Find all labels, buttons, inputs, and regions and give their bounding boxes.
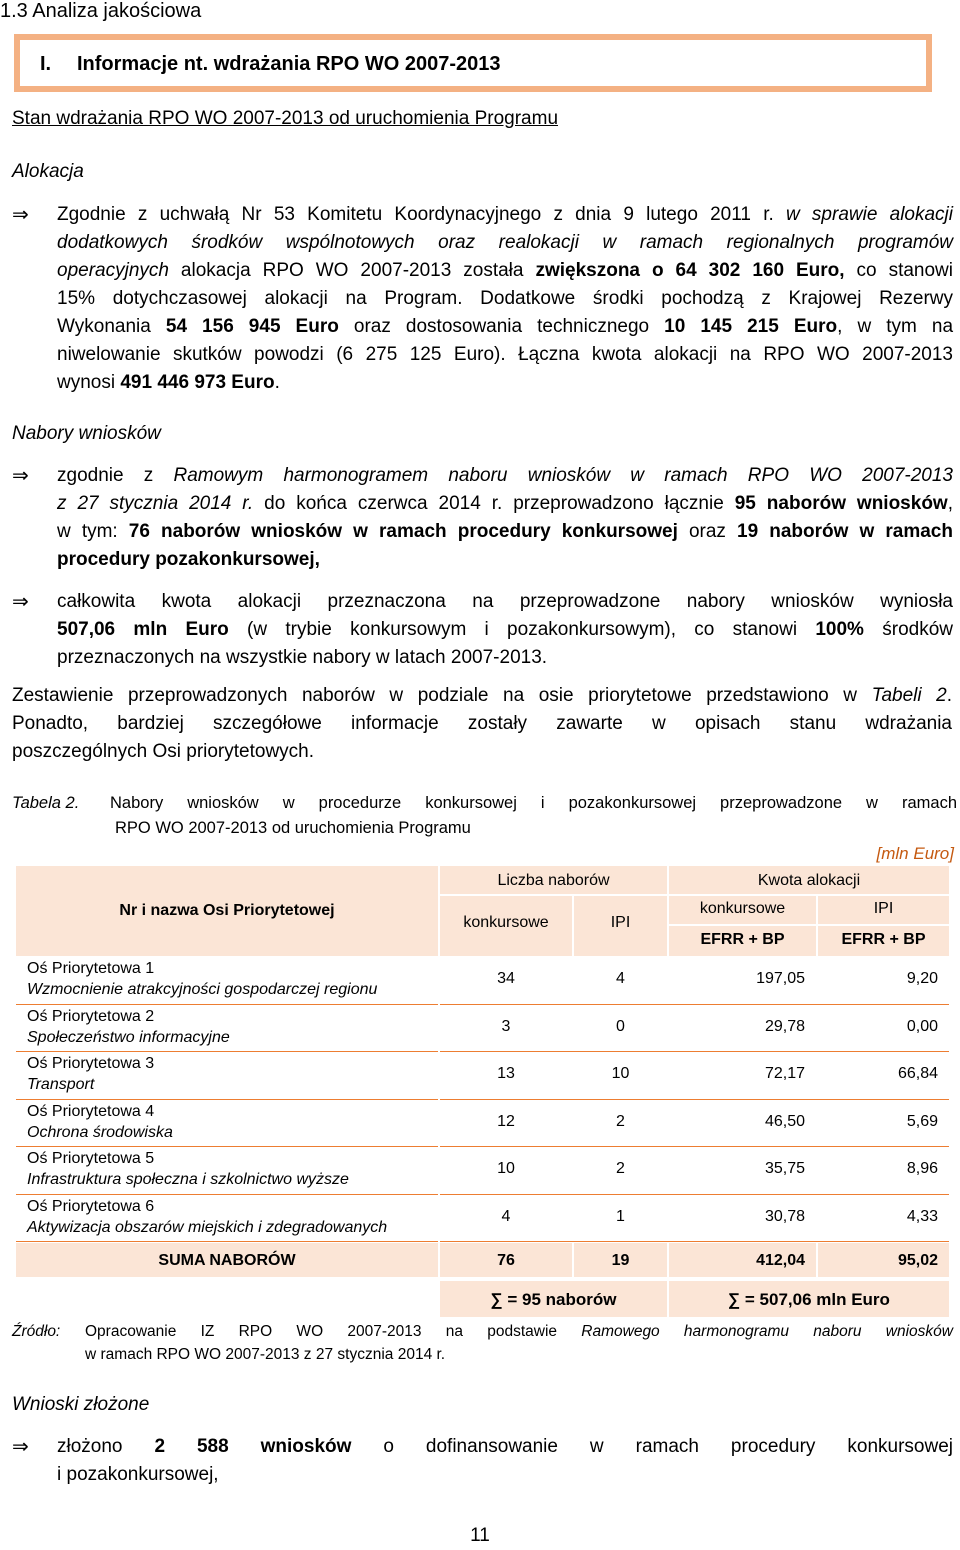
wnioski-heading: Wnioski złożone	[12, 1394, 150, 1415]
count-ipi: 1	[616, 1208, 625, 1225]
sum-konk: 76	[497, 1252, 515, 1269]
amount-ipi: 9,20	[906, 970, 938, 987]
section-title: 1.3 Analiza jakościowa	[0, 0, 202, 22]
count-konk: 34	[497, 970, 515, 987]
header-efrr-label-1: EFRR + BP	[700, 931, 785, 948]
amount-ipi: 5,69	[906, 1113, 938, 1130]
row-divider	[16, 1241, 438, 1242]
count-ipi: 0	[616, 1018, 625, 1035]
nabory-bullet-2: całkowita kwota alokacji przeznaczona na przeprowadzone nabory wniosków wyniosła 507,06 mln Euro (w trybie konkursowym i pozakonkursowym), co stanowi 100% środków przeznaczonych na wszystkie nabory w latach 2007-2013.	[57, 591, 954, 668]
amount-konk: 197,05	[756, 970, 805, 987]
axis-name: Oś Priorytetowa 6	[27, 1198, 155, 1215]
sum-ipi: 19	[611, 1252, 630, 1269]
count-ipi: 10	[611, 1065, 630, 1082]
nabory-bullet-1: zgodnie z Ramowym harmonogramem naboru wniosków w ramach RPO WO 2007-2013 z 27 stycznia 2014 r. do końca czerwca 2014 r. przeprowadzono łącznie 95 naborów wniosków, w tym: 76 naborów wniosków w ramach procedury konkursowej oraz 19 naborów w ramach procedury pozakonkursowej,	[57, 465, 953, 570]
count-konk: 4	[501, 1208, 511, 1225]
table-caption-line1: Nabory wniosków w procedurze konkursowej i pozakonkursowej przeprowadzone w ramach	[110, 794, 957, 812]
amount-konk: 30,78	[764, 1208, 805, 1225]
row-divider	[16, 1146, 438, 1147]
count-ipi: 4	[616, 970, 625, 987]
table-caption-line2: RPO WO 2007-2013 od uruchomienia Programu	[115, 819, 471, 837]
axis-desc: Wzmocnienie atrakcyjności gospodarczej regionu	[27, 981, 378, 998]
row-divider	[440, 1051, 949, 1052]
header-efrr-label-2: EFRR + BP	[841, 931, 926, 948]
arrow-icon: ⇒	[12, 589, 29, 613]
count-konk: 10	[497, 1160, 515, 1177]
row-divider	[16, 1099, 438, 1100]
row-divider	[440, 1146, 949, 1147]
axis-name: Oś Priorytetowa 5	[27, 1150, 155, 1167]
count-ipi: 2	[616, 1113, 625, 1130]
sum-kw-konk: 412,04	[756, 1252, 805, 1269]
amount-konk: 72,17	[764, 1065, 805, 1082]
axis-name: Oś Priorytetowa 4	[27, 1103, 155, 1120]
arrow-icon: ⇒	[12, 1434, 29, 1458]
section-subheading: Stan wdrażania RPO WO 2007-2013 od uruchomienia Programu	[12, 108, 559, 129]
source-line2: w ramach RPO WO 2007-2013 z 27 stycznia 2014 r.	[85, 1346, 446, 1363]
alokacja-paragraph: Zgodnie z uchwałą Nr 53 Komitetu Koordynacyjnego z dnia 9 lutego 2011 r. w sprawie alokacji dodatkowych środków wspólnotowych oraz realokacji w ramach regionalnych programów operacyjnych alokacja RPO WO 2007-2013 została zwiększona o 64 302 160 Euro, co stanowi 15% dotychczasowej alokacji na Program. Dodatkowe środki pochodzą z Krajowej Rezerwy Wykonania 54 156 945 Euro oraz dostosowania technicznego 10 145 215 Euro, w tym na niwelowanie skutków powodzi (6 275 125 Euro). Łączna kwota alokacji na RPO WO 2007-2013 wynosi 491 446 973 Euro.	[57, 204, 954, 393]
count-konk: 13	[497, 1065, 515, 1082]
page-number: 11	[470, 1525, 490, 1546]
total-kwota: ∑ = 507,06 mln Euro	[728, 1290, 890, 1309]
amount-konk: 35,75	[764, 1160, 805, 1177]
axis-name: Oś Priorytetowa 1	[27, 960, 155, 977]
row-divider	[440, 1099, 949, 1100]
row-divider	[16, 1194, 438, 1195]
header-ipi-label: IPI	[610, 914, 631, 931]
arrow-icon: ⇒	[12, 463, 29, 487]
header-kwota-label: Kwota alokacji	[757, 872, 861, 889]
axis-desc: Społeczeństwo informacyjne	[27, 1029, 230, 1046]
arrow-icon: ⇒	[12, 202, 29, 226]
chapter-title: Informacje nt. wdrażania RPO WO 2007-2013	[77, 53, 501, 75]
header-axis-label: Nr i nazwa Osi Priorytetowej	[119, 902, 335, 919]
total-nabory: ∑ = 95 naborów	[490, 1290, 617, 1309]
header-liczba-label: Liczba naborów	[497, 872, 610, 889]
row-divider	[440, 1194, 949, 1195]
nabory-heading: Nabory wniosków	[12, 423, 161, 444]
row-divider	[440, 1004, 949, 1005]
axis-desc: Ochrona środowiska	[27, 1124, 173, 1141]
source-line1: Opracowanie IZ RPO WO 2007-2013 na podstawie Ramowego harmonogramu naboru wniosków	[85, 1323, 953, 1340]
count-konk: 3	[501, 1018, 511, 1035]
alokacja-heading: Alokacja	[12, 161, 84, 182]
source-label: Źródło:	[12, 1323, 61, 1340]
amount-ipi: 66,84	[897, 1065, 938, 1082]
row-divider	[16, 1051, 438, 1052]
axis-name: Oś Priorytetowa 2	[27, 1008, 155, 1025]
header-konk-label: konkursowe	[463, 914, 549, 931]
sum-kw-ipi: 95,02	[897, 1252, 938, 1269]
amount-ipi: 0,00	[906, 1018, 938, 1035]
header-ipi-amount-label: IPI	[873, 900, 894, 917]
axis-desc: Transport	[27, 1076, 95, 1093]
axis-desc: Aktywizacja obszarów miejskich i zdegradowanych	[27, 1219, 388, 1236]
header-konk-amount-label: konkursowe	[699, 900, 786, 917]
axis-name: Oś Priorytetowa 3	[27, 1055, 155, 1072]
amount-ipi: 4,33	[906, 1208, 938, 1225]
count-ipi: 2	[616, 1160, 625, 1177]
axis-desc: Infrastruktura społeczna i szkolnictwo wyższe	[27, 1171, 349, 1188]
count-konk: 12	[497, 1113, 515, 1130]
row-divider	[440, 1241, 949, 1242]
row-divider	[16, 1004, 438, 1005]
table-unit: [mln Euro]	[876, 844, 954, 863]
amount-konk: 29,78	[764, 1018, 805, 1035]
amount-ipi: 8,96	[906, 1160, 938, 1177]
wnioski-bullet: złożono 2 588 wniosków o dofinansowanie w ramach procedury konkursowej i pozakonkursowej,	[57, 1436, 953, 1485]
sum-label: SUMA NABORÓW	[158, 1252, 296, 1269]
table-caption-label: Tabela 2.	[12, 794, 80, 812]
amount-konk: 46,50	[764, 1113, 805, 1130]
chapter-number: I.	[40, 53, 52, 75]
zestawienie-paragraph: Zestawienie przeprowadzonych naborów w podziale na osie priorytetowe przedstawiono w Tabeli 2. Ponadto, bardziej szczegółowe informacje zostały zawarte w opisach stanu wdrażania poszczególnych Osi priorytetowych.	[12, 685, 952, 762]
